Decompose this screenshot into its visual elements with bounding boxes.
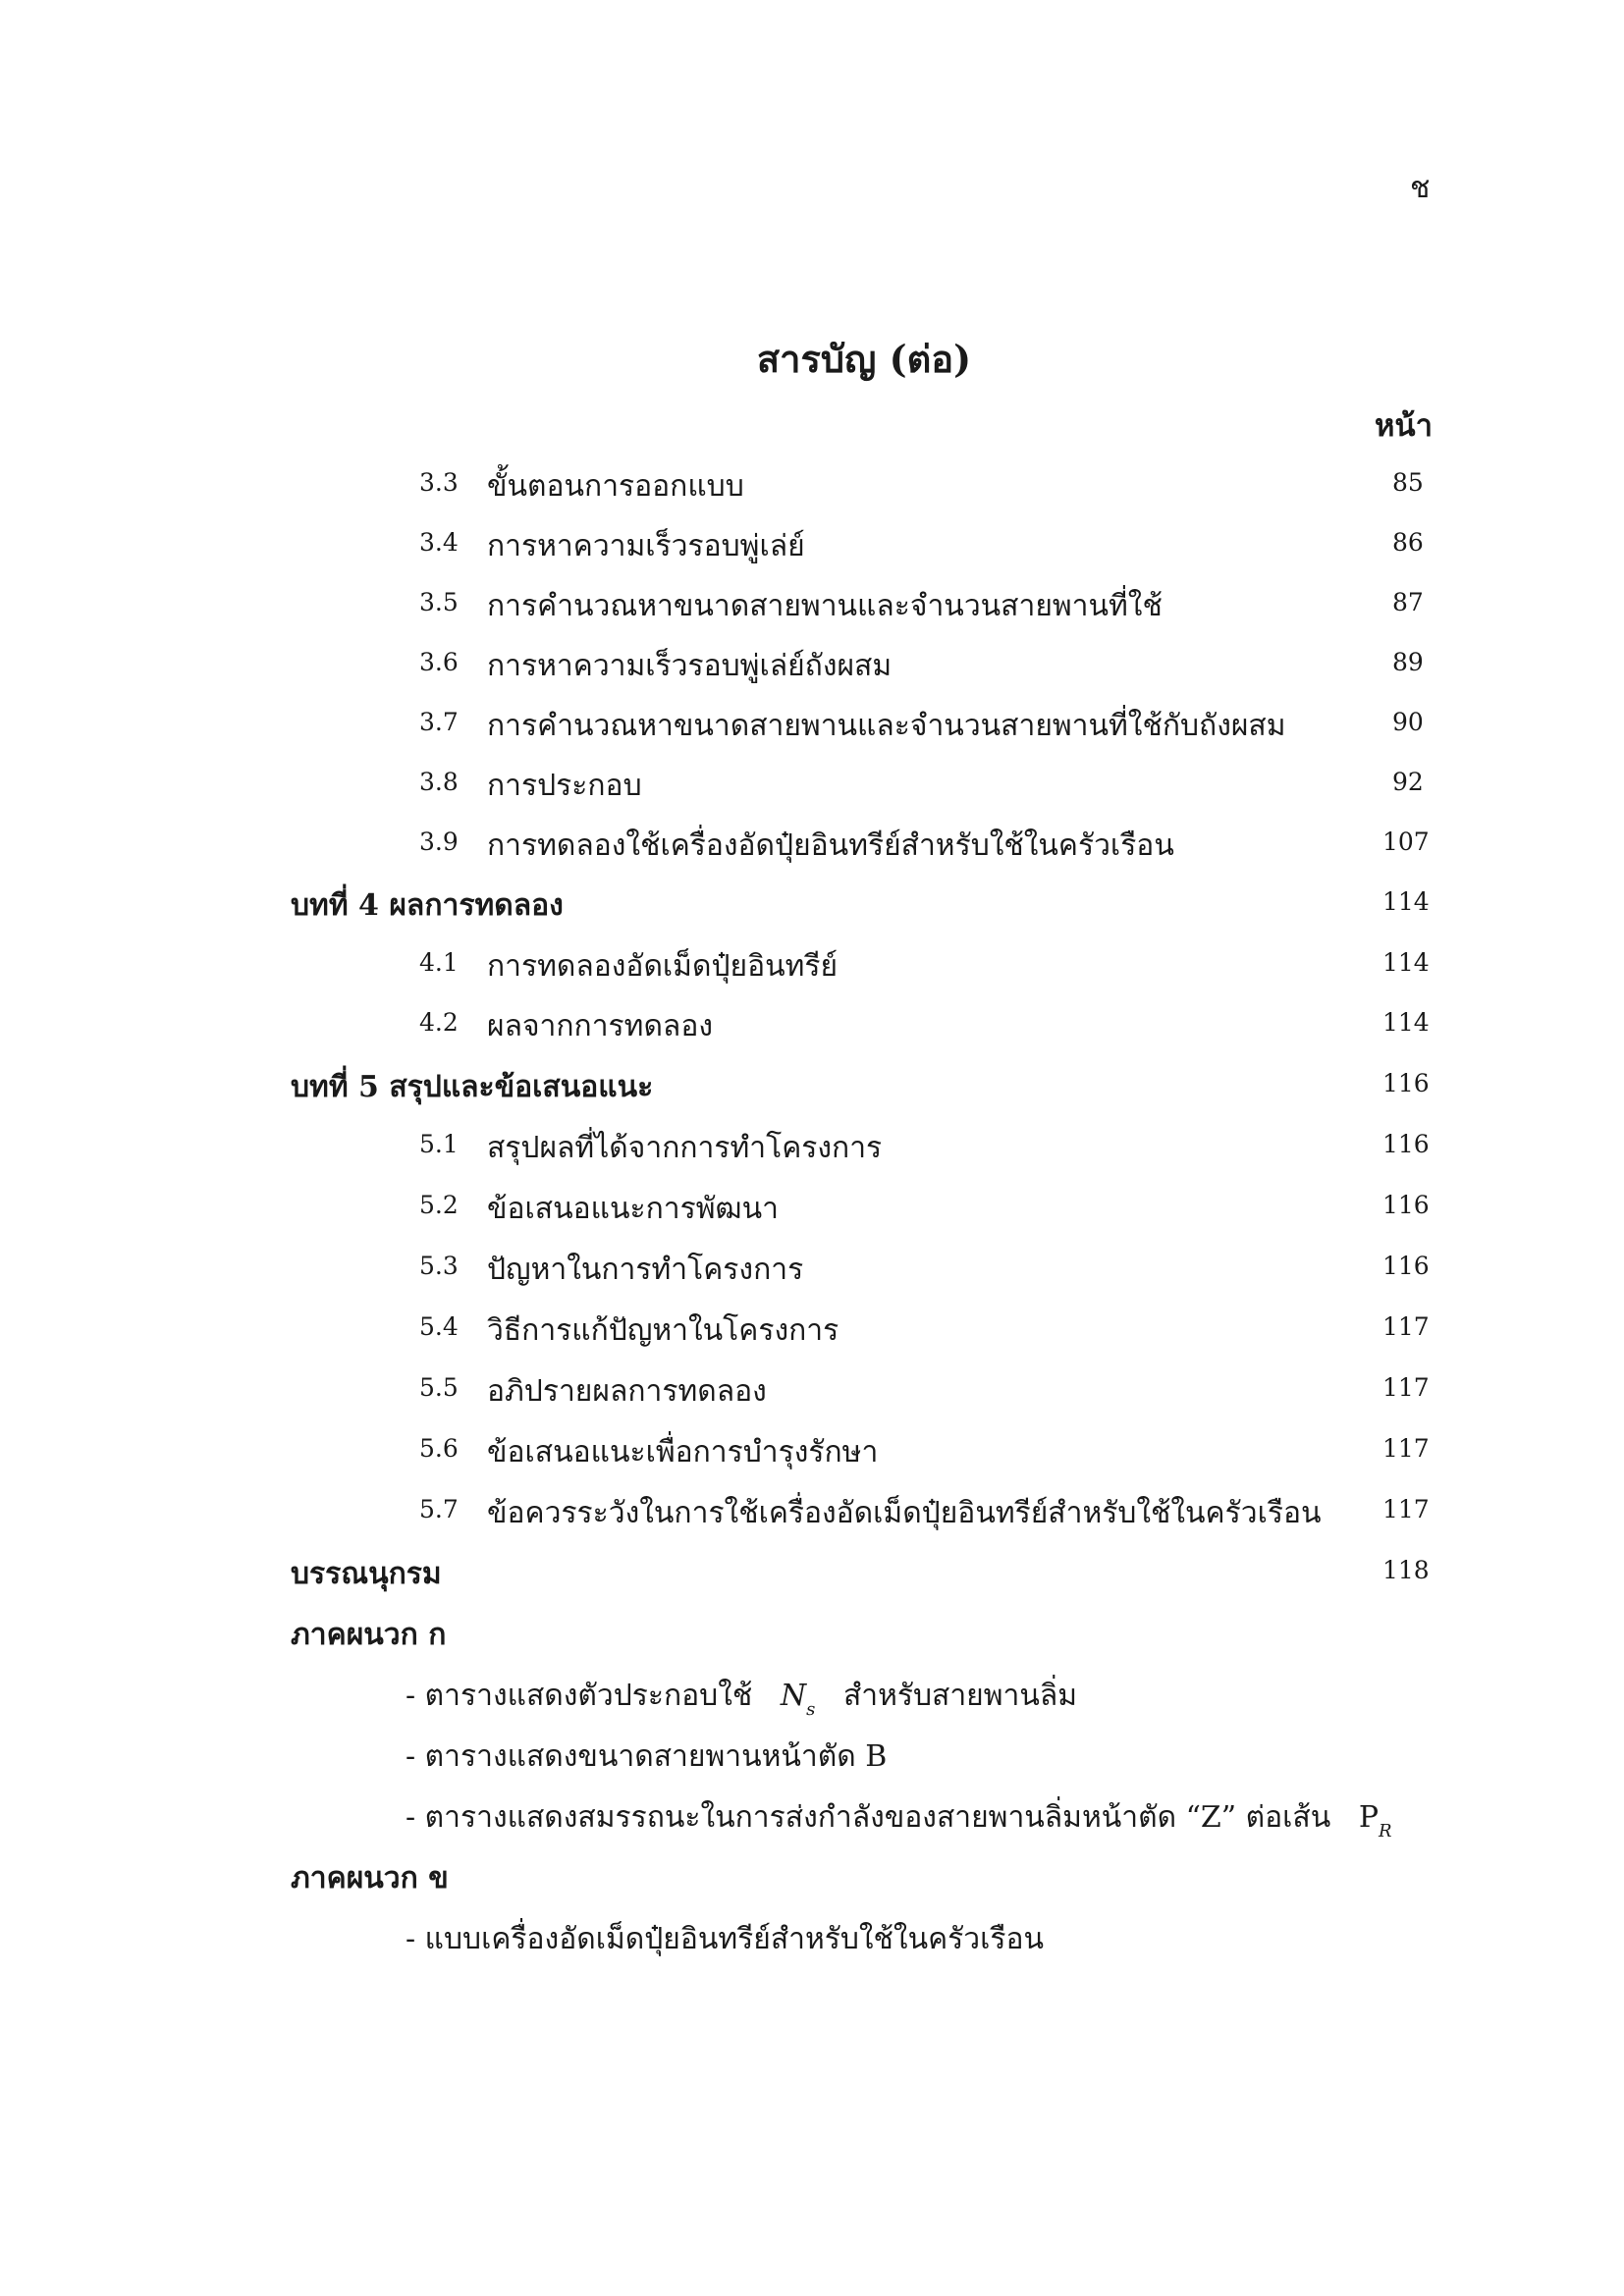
appendix-b-label: ภาคผนวก ข — [291, 1861, 449, 1896]
entry-number: 3.6 — [419, 648, 459, 676]
toc-chapter — [0, 1551, 1624, 1590]
appendix-item — [0, 1673, 1624, 1720]
toc-entry — [0, 823, 1624, 862]
entry-label: การทดลองใช้เครื่องอัดปุ๋ยอินทรีย์สำหรับใช้ในครัวเรือน — [487, 828, 1174, 863]
entry-label: ข้อเสนอแนะการพัฒนา — [487, 1192, 779, 1226]
entry-page: 87 — [1392, 588, 1424, 616]
appendix-a-label: ภาคผนวก ก — [291, 1618, 447, 1652]
toc-chapter — [0, 1064, 1624, 1103]
toc-entry — [0, 1247, 1624, 1286]
toc-title: สารบัญ (ต่อ) — [756, 337, 972, 381]
toc-entry — [0, 463, 1624, 503]
entry-page: 114 — [1382, 948, 1430, 977]
entry-label: ผลจากการทดลอง — [487, 1009, 713, 1043]
entry-page: 116 — [1382, 1252, 1430, 1280]
entry-page: 92 — [1392, 768, 1424, 796]
appendix-item-suffix: สำหรับสายพานลิ่ม — [842, 1679, 1078, 1713]
appendix-item-text: - ตารางแสดงขนาดสายพานหน้าตัด B — [406, 1739, 888, 1774]
page-number: ช — [1410, 171, 1431, 205]
entry-number: 3.9 — [419, 828, 459, 856]
entry-page: 85 — [1392, 468, 1424, 497]
chapter-label: บทที่ 4 ผลการทดลอง — [291, 888, 564, 923]
entry-label: การหาความเร็วรอบพู่เล่ย์ — [487, 529, 805, 563]
symbol-subscript: R — [1379, 1821, 1392, 1842]
entry-number: 5.7 — [419, 1495, 459, 1523]
entry-label: การคำนวณหาขนาดสายพานและจำนวนสายพานที่ใช้ — [487, 589, 1163, 623]
toc-entry — [0, 1429, 1624, 1468]
entry-number: 5.6 — [419, 1434, 459, 1463]
appendix-item — [0, 1794, 1624, 1842]
toc-entry — [0, 523, 1624, 562]
toc-entry — [0, 583, 1624, 622]
entry-label: ข้อเสนอแนะเพื่อการบำรุงรักษา — [487, 1435, 879, 1469]
appendix-item — [0, 1734, 1624, 1773]
toc-entry — [0, 643, 1624, 682]
entry-page: 117 — [1382, 1312, 1430, 1341]
chapter-label: บทที่ 5 สรุปและข้อเสนอแนะ — [291, 1070, 654, 1104]
symbol-p: P — [1358, 1800, 1380, 1835]
entry-page: 116 — [1382, 1130, 1430, 1158]
toc-entry — [0, 703, 1624, 742]
entry-page: 86 — [1392, 528, 1424, 557]
entry-page: 89 — [1392, 648, 1424, 676]
entry-number: 5.1 — [419, 1130, 459, 1158]
entry-page: 114 — [1382, 887, 1430, 916]
entry-number: 4.1 — [419, 948, 459, 977]
entry-label: อภิปรายผลการทดลอง — [487, 1374, 767, 1409]
entry-page: 116 — [1382, 1191, 1430, 1219]
appendix-item-prefix: - ตารางแสดงสมรรถนะในการส่งกำลังของสายพานลิ่มหน้าตัด “Z” ต่อเส้น — [406, 1800, 1331, 1835]
entry-number: 5.3 — [419, 1252, 459, 1280]
toc-entry — [0, 1368, 1624, 1408]
symbol-subscript: s — [806, 1699, 816, 1720]
entry-number: 5.4 — [419, 1312, 459, 1341]
appendix-item-text — [406, 1794, 1392, 1841]
entry-number: 3.5 — [419, 588, 459, 616]
entry-page: 117 — [1382, 1434, 1430, 1463]
entry-label: การประกอบ — [487, 769, 642, 803]
page-column-header: หน้า — [1375, 408, 1434, 444]
entry-number: 3.7 — [419, 708, 459, 736]
entry-label: ปัญหาในการทำโครงการ — [487, 1253, 804, 1287]
appendix-item-text: - แบบเครื่องอัดเม็ดปุ๋ยอินทรีย์สำหรับใช้ในครัวเรือน — [406, 1922, 1044, 1956]
toc-entry — [0, 1186, 1624, 1225]
entry-number: 4.2 — [419, 1008, 459, 1037]
entry-label: ข้อควรระวังในการใช้เครื่องอัดเม็ดปุ๋ยอินทรีย์สำหรับใช้ในครัวเรือน — [487, 1496, 1322, 1530]
entry-label: สรุปผลที่ได้จากการทำโครงการ — [487, 1131, 883, 1165]
entry-number: 5.2 — [419, 1191, 459, 1219]
entry-number: 3.3 — [419, 468, 459, 497]
appendix-item — [0, 1916, 1624, 1955]
entry-page: 117 — [1382, 1373, 1430, 1402]
entry-page: 118 — [1382, 1556, 1430, 1584]
toc-chapter — [0, 1855, 1624, 1895]
entry-number: 5.5 — [419, 1373, 459, 1402]
appendix-item-prefix: - ตารางแสดงตัวประกอบใช้ — [406, 1679, 753, 1713]
toc-entry — [0, 1490, 1624, 1529]
toc-entry — [0, 1308, 1624, 1347]
entry-label: การทดลองอัดเม็ดปุ๋ยอินทรีย์ — [487, 949, 839, 984]
entry-number: 3.8 — [419, 768, 459, 796]
appendix-item-text — [406, 1673, 1077, 1719]
entry-label: การคำนวณหาขนาดสายพานและจำนวนสายพานที่ใช้กับถังผสม — [487, 709, 1286, 743]
entry-label: การหาความเร็วรอบพู่เล่ย์ถังผสม — [487, 649, 893, 683]
entry-label: ขั้นตอนการออกแบบ — [487, 469, 744, 504]
toc-chapter — [0, 1612, 1624, 1651]
symbol-n: N — [780, 1679, 807, 1713]
toc-chapter — [0, 882, 1624, 922]
toc-entry — [0, 1125, 1624, 1164]
toc-entry — [0, 943, 1624, 983]
entry-page: 116 — [1382, 1069, 1430, 1097]
entry-page: 117 — [1382, 1495, 1430, 1523]
entry-page: 107 — [1382, 828, 1430, 856]
bibliography-label: บรรณนุกรม — [291, 1557, 442, 1591]
entry-label: วิธีการแก้ปัญหาในโครงการ — [487, 1313, 839, 1348]
entry-page: 90 — [1392, 708, 1424, 736]
entry-page: 114 — [1382, 1008, 1430, 1037]
entry-number: 3.4 — [419, 528, 459, 557]
toc-entry — [0, 1003, 1624, 1042]
toc-entry — [0, 763, 1624, 802]
